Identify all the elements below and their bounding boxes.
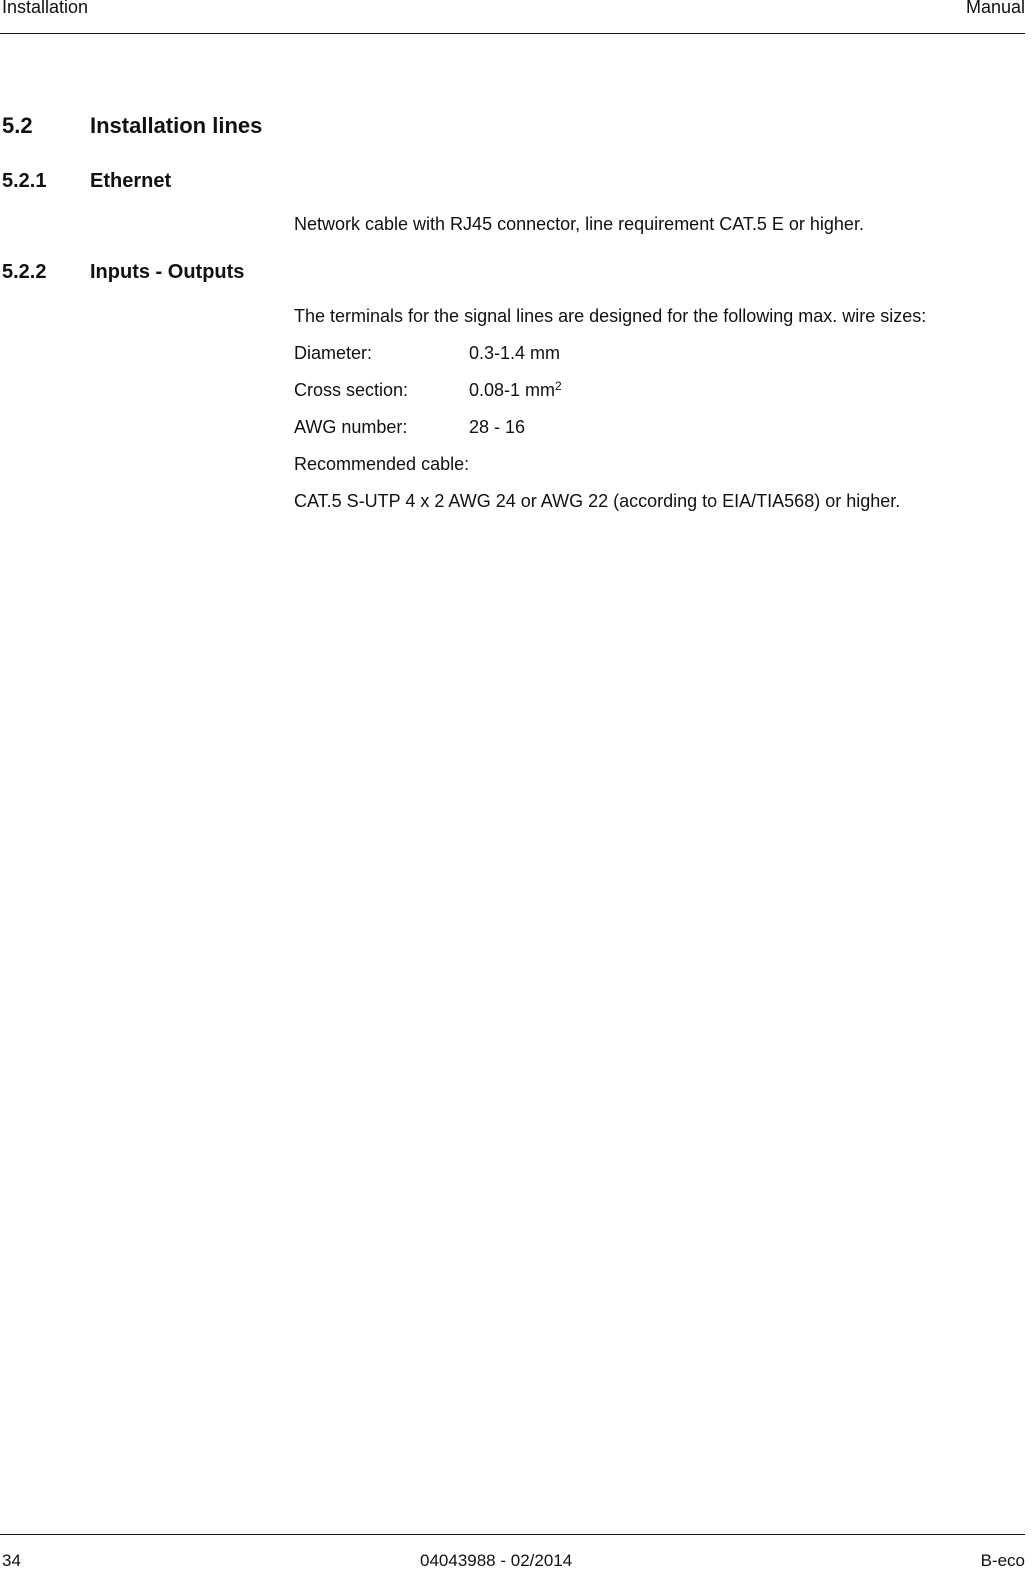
document-number: 04043988 - 02/2014 — [420, 1551, 573, 1570]
page-footer — [0, 1534, 1025, 1585]
spec-value: 0.3-1.4 mm — [469, 343, 561, 363]
spec-superscript: 2 — [555, 379, 562, 393]
subsection-title: Ethernet — [90, 170, 172, 192]
section-title: Installation lines — [90, 113, 263, 138]
spec-value: 28 - 16 — [469, 417, 526, 437]
page-header — [0, 0, 1025, 34]
ethernet-text: Network cable with RJ45 connector, line requirement CAT.5 E or higher. — [294, 214, 864, 234]
section-number: 5.2 — [2, 113, 33, 138]
spec-label: Diameter: — [294, 343, 373, 363]
spec-label: Cross section: — [294, 380, 409, 400]
recommended-cable-text: CAT.5 S-UTP 4 x 2 AWG 24 or AWG 22 (according to EIA/TIA568) or higher. — [294, 491, 901, 511]
spec-value: 0.08-1 mm — [469, 380, 556, 400]
spec-row-awg — [294, 417, 525, 438]
recommended-cable-label: Recommended cable: — [294, 454, 470, 474]
subsection-number: 5.2.1 — [2, 170, 47, 192]
subsection-heading-io — [2, 261, 244, 284]
subsection-number: 5.2.2 — [2, 261, 47, 283]
spec-label: AWG number: — [294, 417, 408, 437]
product-name: B-eco — [980, 1551, 1025, 1570]
section-heading — [2, 113, 262, 139]
spec-row-cross-section — [294, 380, 562, 401]
subsection-heading-ethernet — [2, 170, 171, 193]
spec-row-diameter — [294, 343, 560, 364]
page-number: 34 — [2, 1551, 21, 1570]
header-chapter: Installation — [2, 0, 89, 17]
subsection-title: Inputs - Outputs — [90, 261, 245, 283]
io-intro-text: The terminals for the signal lines are designed for the following max. wire sizes: — [294, 306, 927, 326]
header-doc-type: Manual — [965, 0, 1025, 17]
